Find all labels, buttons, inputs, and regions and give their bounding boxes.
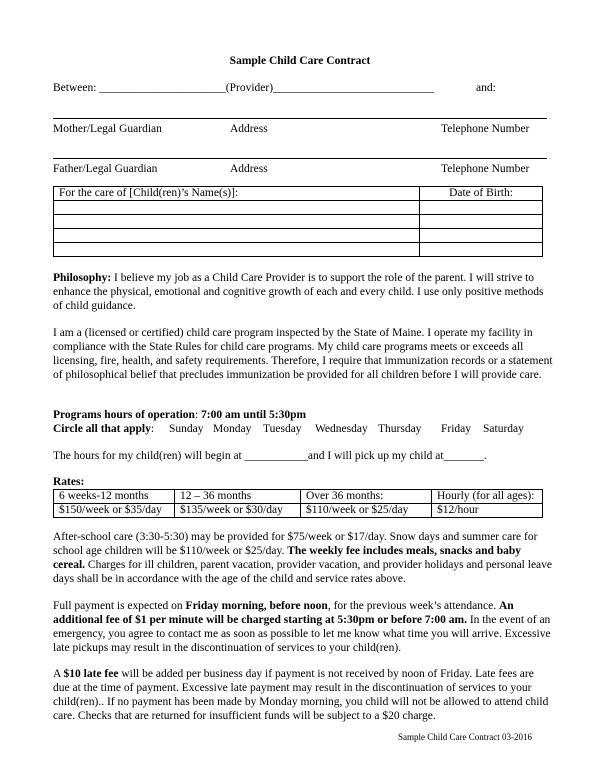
day-wednesday[interactable]: Wednesday [315,423,368,435]
afterschool-bold-text: The weekly fee includes meals, snacks and baby cereal. [53,545,522,571]
child-dob-cell[interactable] [420,215,543,229]
latefee-text-2: will be added per business day if payment is not received by noon of Friday. Late fees are due at the time of payment. Excessive late payment may result in the discontinuation of services to your child(ren).. If no payment has been made by Monday morning, you child will not be allowed to attend child care. Checks that are returned for insufficient funds will be subject to a $20 charge. [53,668,549,722]
rate-value-toddler: $135/week or $30/day [175,504,301,518]
rate-header-infant: 6 weeks-12 months [54,490,175,504]
day-monday[interactable]: Monday [213,423,252,435]
license-paragraph: I am a (licensed or certified) child care program inspected by the State of Maine. I operate my facility in compliance with the State Rules for child care programs. My child care programs meets or exceeds all licensing, fire, health, and safety requirements. Therefore, I require that immunization records or a statement of philosophical belief that precludes immunization be provided for all children before I will provide care. [53,327,553,381]
hours-line: Programs hours of operation: 7:00 am until 5:30pm [53,409,307,421]
table-row[interactable] [54,229,543,243]
rate-header-toddler: 12 – 36 months [175,490,301,504]
circle-label-line: Circle all that apply: [53,423,155,435]
mother-phone-label: Telephone Number [441,123,530,135]
afterschool-paragraph [53,530,553,586]
payment-text-3: In the event of an emergency, you agree to contact me as soon as possible to let me know what time you will arrive. Excessive late pickups may result in the discontinuation of services to your child(ren). [53,614,551,654]
day-saturday[interactable]: Saturday [483,423,524,435]
mother-address-label: Address [230,123,268,135]
child-name-cell[interactable] [54,229,420,243]
rates-label-line [53,475,84,489]
day-friday[interactable]: Friday [441,423,472,435]
children-table [53,186,543,257]
table-row [54,490,543,504]
children-name-header: For the care of [Child(ren)’s Name(s)]: [54,187,420,201]
payment-bold-text: Friday morning, before noon [185,600,328,612]
children-dob-header: Date of Birth: [420,187,543,201]
afterschool-text: After-school care (3:30-5:30) may be provided for $75/week or $17/day. Snow days and summer care for school age children will be $110/week or $25/day. [53,531,538,557]
between-line: Between: ______________________(Provider)____________________________ [53,82,435,94]
between-and: and: [476,82,496,94]
rates-label: Rates: [53,476,85,488]
child-dob-cell[interactable] [420,229,543,243]
day-sunday[interactable]: Sunday [169,423,204,435]
rate-value-infant: $150/week or $35/day [54,504,175,518]
payment-text: Full payment is expected on [53,600,186,612]
page-footer: Sample Child Care Contract 03-2016 [398,732,532,742]
child-name-cell[interactable] [54,201,420,215]
father-signature-line [53,158,547,159]
table-row [54,187,543,201]
rate-value-hourly: $12/hour [432,504,543,518]
table-row[interactable] [54,215,543,229]
mother-label: Mother/Legal Guardian [53,123,162,135]
rates-table [53,489,543,518]
child-dob-cell[interactable] [420,243,543,257]
afterschool-text-2: Charges for ill children, parent vacation, provider vacation, and provider holidays and personal leave days shall be in accordance with the age of the child and service rates above. [53,559,553,585]
latefee-paragraph [53,667,553,723]
rate-value-preschool: $110/week or $25/day [301,504,432,518]
rate-header-hourly: Hourly (for all ages): [432,490,543,504]
hours-value: 7:00 am until 5:30pm [201,409,307,421]
mother-signature-line [53,118,547,119]
table-row [54,504,543,518]
pickup-line: The hours for my child(ren) will begin at ___________and I will pick up my child at_______. [53,450,487,462]
payment-text-2: , for the previous week’s attendance. [327,600,499,612]
child-name-cell[interactable] [54,243,420,257]
table-row[interactable] [54,243,543,257]
philosophy-paragraph [53,271,553,313]
father-phone-label: Telephone Number [441,163,530,175]
philosophy-text: I believe my job as a Child Care Provider is to support the role of the parent. I will strive to enhance the physical, emotional and cognitive growth of each and every child. I use only positive methods of child guidance. [53,272,544,312]
philosophy-label: Philosophy: [53,272,112,284]
rate-header-preschool: Over 36 months: [301,490,432,504]
hours-label: Programs hours of operation [53,409,195,421]
latefee-text: A [53,668,64,680]
child-dob-cell[interactable] [420,201,543,215]
day-thursday[interactable]: Thursday [378,423,422,435]
child-name-cell[interactable] [54,215,420,229]
circle-label: Circle all that apply [53,423,151,435]
page-title: Sample Child Care Contract [229,55,371,67]
table-row[interactable] [54,201,543,215]
father-label: Father/Legal Guardian [53,163,158,175]
day-tuesday[interactable]: Tuesday [263,423,302,435]
payment-bold-text-2: An additional fee of $1 per minute will be charged starting at 5:30pm or before 7:00 am. [53,600,514,626]
latefee-bold-text: $10 late fee [63,668,119,680]
father-address-label: Address [230,163,268,175]
payment-paragraph [53,599,553,655]
